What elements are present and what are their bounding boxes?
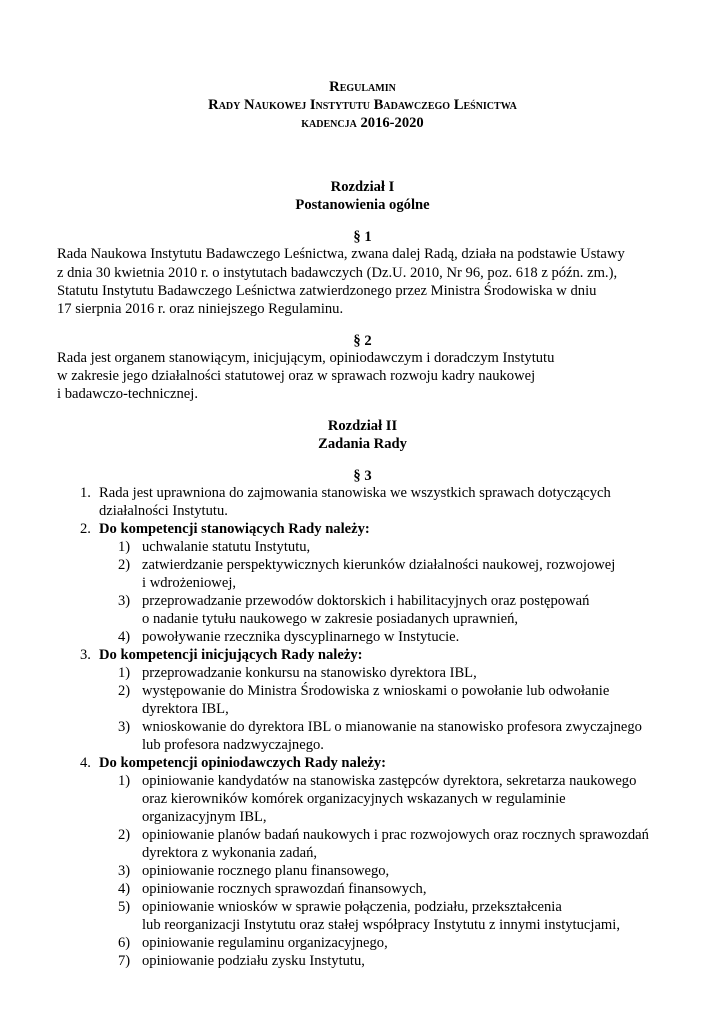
chapter-2-subtitle: Zadania Rady <box>318 436 407 452</box>
sub-item-number: 2) <box>118 557 131 573</box>
sub-item-number: 7) <box>118 953 131 969</box>
sub-item-number: 1) <box>118 539 131 555</box>
paragraph-1-line: 17 sierpnia 2016 r. oraz niniejszego Regulaminu. <box>57 301 344 317</box>
list-item-number: 2. <box>80 521 91 537</box>
list-item-heading: Do kompetencji stanowiących Rady należy: <box>99 521 370 537</box>
sub-item-number: 5) <box>118 899 131 915</box>
sub-item-number: 3) <box>118 593 131 609</box>
paragraph-1-sign: § 1 <box>353 229 372 245</box>
sub-item-line: opiniowanie regulaminu organizacyjnego, <box>142 935 388 951</box>
paragraph-2-line: Rada jest organem stanowiącym, inicjującym, opiniodawczym i doradczym Instytutu <box>57 350 555 366</box>
sub-item-line: organizacyjnym IBL, <box>142 809 267 825</box>
sub-item-line: przeprowadzanie przewodów doktorskich i habilitacyjnych oraz postępowań <box>142 593 590 609</box>
sub-item-line: dyrektora IBL, <box>142 701 229 717</box>
sub-item-line: o nadanie tytułu naukowego w zakresie posiadanych uprawnień, <box>142 611 519 627</box>
chapter-1-title: Rozdział I <box>330 179 395 195</box>
sub-item-line: i wdrożeniowej, <box>142 575 237 591</box>
sub-item-line: lub profesora nadzwyczajnego. <box>142 737 324 753</box>
chapter-1-subtitle: Postanowienia ogólne <box>295 197 430 213</box>
sub-item-line: opiniowanie wniosków w sprawie połączenia, podziału, przekształcenia <box>142 899 562 915</box>
list-item-line: Rada jest uprawniona do zajmowania stanowiska we wszystkich sprawach dotyczących <box>99 485 611 501</box>
sub-item-number: 1) <box>118 773 131 789</box>
paragraph-2-line: i badawczo-technicznej. <box>57 386 198 402</box>
document-title: Regulamin <box>329 79 396 95</box>
document-term: kadencja 2016-2020 <box>301 115 424 131</box>
sub-item-line: lub reorganizacji Instytutu oraz stałej współpracy Instytutu z innymi instytucjami, <box>142 917 620 933</box>
paragraph-2-line: w zakresie jego działalności statutowej oraz w sprawach rozwoju kadry naukowej <box>57 368 536 384</box>
paragraph-1-line: Rada Naukowa Instytutu Badawczego Leśnictwa, zwana dalej Radą, działa na podstawie Ustawy <box>57 246 625 262</box>
sub-item-number: 6) <box>118 935 131 951</box>
sub-item-number: 3) <box>118 863 131 879</box>
sub-item-line: opiniowanie kandydatów na stanowiska zastępców dyrektora, sekretarza naukowego <box>142 773 637 789</box>
paragraph-1-line: z dnia 30 kwietnia 2010 r. o instytutach badawczych (Dz.U. 2010, Nr 96, poz. 618 z późn. zm.), <box>57 265 618 281</box>
sub-item-line: opiniowanie rocznych sprawozdań finansowych, <box>142 881 427 897</box>
sub-item-line: dyrektora z wykonania zadań, <box>142 845 318 861</box>
sub-item-line: zatwierdzanie perspektywicznych kierunków działalności naukowej, rozwojowej <box>142 557 616 573</box>
list-item-number: 1. <box>80 485 91 501</box>
sub-item-line: wnioskowanie do dyrektora IBL o mianowanie na stanowisko profesora zwyczajnego <box>142 719 642 735</box>
list-item-line: działalności Instytutu. <box>99 503 228 519</box>
sub-item-number: 2) <box>118 683 131 699</box>
list-item-number: 4. <box>80 755 91 771</box>
sub-item-line: występowanie do Ministra Środowiska z wnioskami o powołanie lub odwołanie <box>142 683 610 699</box>
sub-item-line: oraz kierowników komórek organizacyjnych wskazanych w regulaminie <box>142 791 566 807</box>
list-item-heading: Do kompetencji inicjujących Rady należy: <box>99 647 363 663</box>
sub-item-number: 3) <box>118 719 131 735</box>
paragraph-2-sign: § 2 <box>353 333 372 349</box>
sub-item-number: 1) <box>118 665 131 681</box>
paragraph-3-sign: § 3 <box>353 468 372 484</box>
sub-item-number: 2) <box>118 827 131 843</box>
sub-item-number: 4) <box>118 881 131 897</box>
paragraph-1-line: Statutu Instytutu Badawczego Leśnictwa zatwierdzonego przez Ministra Środowiska w dniu <box>57 283 597 299</box>
sub-item-line: uchwalanie statutu Instytutu, <box>142 539 311 555</box>
list-item-number: 3. <box>80 647 91 663</box>
sub-item-line: przeprowadzanie konkursu na stanowisko dyrektora IBL, <box>142 665 477 681</box>
list-item-heading: Do kompetencji opiniodawczych Rady należy: <box>99 755 387 771</box>
chapter-2-title: Rozdział II <box>327 418 398 434</box>
document-subtitle: Rady Naukowej Instytutu Badawczego Leśnictwa <box>208 97 517 113</box>
sub-item-number: 4) <box>118 629 131 645</box>
sub-item-line: opiniowanie rocznego planu finansowego, <box>142 863 390 879</box>
sub-item-line: opiniowanie podziału zysku Instytutu, <box>142 953 365 969</box>
sub-item-line: opiniowanie planów badań naukowych i prac rozwojowych oraz rocznych sprawozdań <box>142 827 649 843</box>
sub-item-line: powoływanie rzecznika dyscyplinarnego w Instytucie. <box>142 629 460 645</box>
